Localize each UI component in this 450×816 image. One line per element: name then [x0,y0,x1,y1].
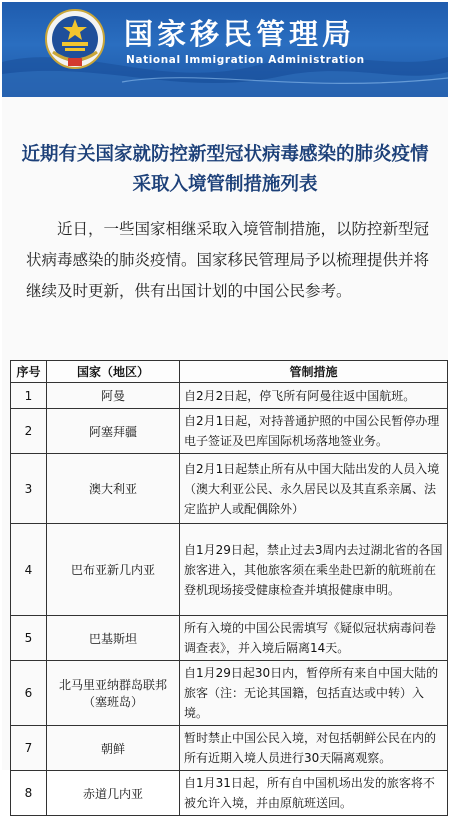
row-measure: 自1月29日起，禁止过去3周内去过湖北省的各国旅客进入，其他旅客须在乘坐赴巴新的航班前在登机现场接受健康检查并填报健康申明。 [180,524,448,616]
row-measure: 自2月2日起，停飞所有阿曼往返中国航班。 [180,383,448,409]
row-country: 澳大利亚 [47,454,180,524]
table-row [11,524,448,616]
header-measure: 管制措施 [180,361,448,383]
row-country: 赤道几内亚 [47,771,180,816]
row-no: 4 [11,524,47,616]
row-measure: 自2月1日起禁止所有从中国大陆出发的人员入境（澳大利亚公民、永久居民以及其直系亲属、法定监护人或配偶除外） [180,454,448,524]
row-measure: 自1月29日起30日内，暂停所有来自中国大陆的旅客（注：无论其国籍，包括直达或中转）入境。 [180,661,448,726]
row-no: 8 [11,771,47,816]
table-row [11,661,448,726]
article-title [2,140,448,200]
row-country: 朝鲜 [47,726,180,771]
article-title-line1: 近期有关国家就防控新型冠状病毒感染的肺炎疫情 [21,144,429,165]
table-row [11,409,448,454]
row-country: 巴布亚新几内亚 [47,524,180,616]
table-header-row [11,361,448,383]
row-no: 3 [11,454,47,524]
intro-paragraph: 近日，一些国家相继采取入境管制措施，以防控新型冠状病毒感染的肺炎疫情。国家移民管理局予以梳理提供并将继续及时更新，供有出国计划的中国公民参考。 [26,220,430,300]
row-measure: 自1月31日起，所有自中国机场出发的旅客将不被允许入境，并由原航班送回。 [180,771,448,816]
row-measure: 暂时禁止中国公民入境，对包括朝鲜公民在内的所有近期入境人员进行30天隔离观察。 [180,726,448,771]
row-measure: 所有入境的中国公民需填写《疑似冠状病毒问卷调查表》，并入境后隔离14天。 [180,616,448,661]
page-frame [2,2,448,810]
table-row [11,616,448,661]
header-no: 序号 [11,361,47,383]
row-no: 1 [11,383,47,409]
row-country: 巴基斯坦 [47,616,180,661]
row-country: 北马里亚纳群岛联邦（塞班岛） [47,661,180,726]
police-emblem-icon [44,8,106,70]
table-row [11,383,448,409]
row-no: 6 [11,661,47,726]
measures-table [10,360,447,816]
table-row [11,726,448,771]
header-banner [2,2,448,97]
header-country: 国家（地区） [47,361,180,383]
row-no: 5 [11,616,47,661]
row-measure: 自2月1日起，对持普通护照的中国公民暂停办理电子签证及巴库国际机场落地签业务。 [180,409,448,454]
row-country: 阿塞拜疆 [47,409,180,454]
article-title-line2: 采取入境管制措施列表 [132,174,318,195]
agency-title-en: National Immigration Administration [126,54,365,66]
table-row [11,771,448,816]
row-no: 7 [11,726,47,771]
row-no: 2 [11,409,47,454]
row-country: 阿曼 [47,383,180,409]
agency-title-cn: 国家移民管理局 [124,17,356,51]
table-row [11,454,448,524]
